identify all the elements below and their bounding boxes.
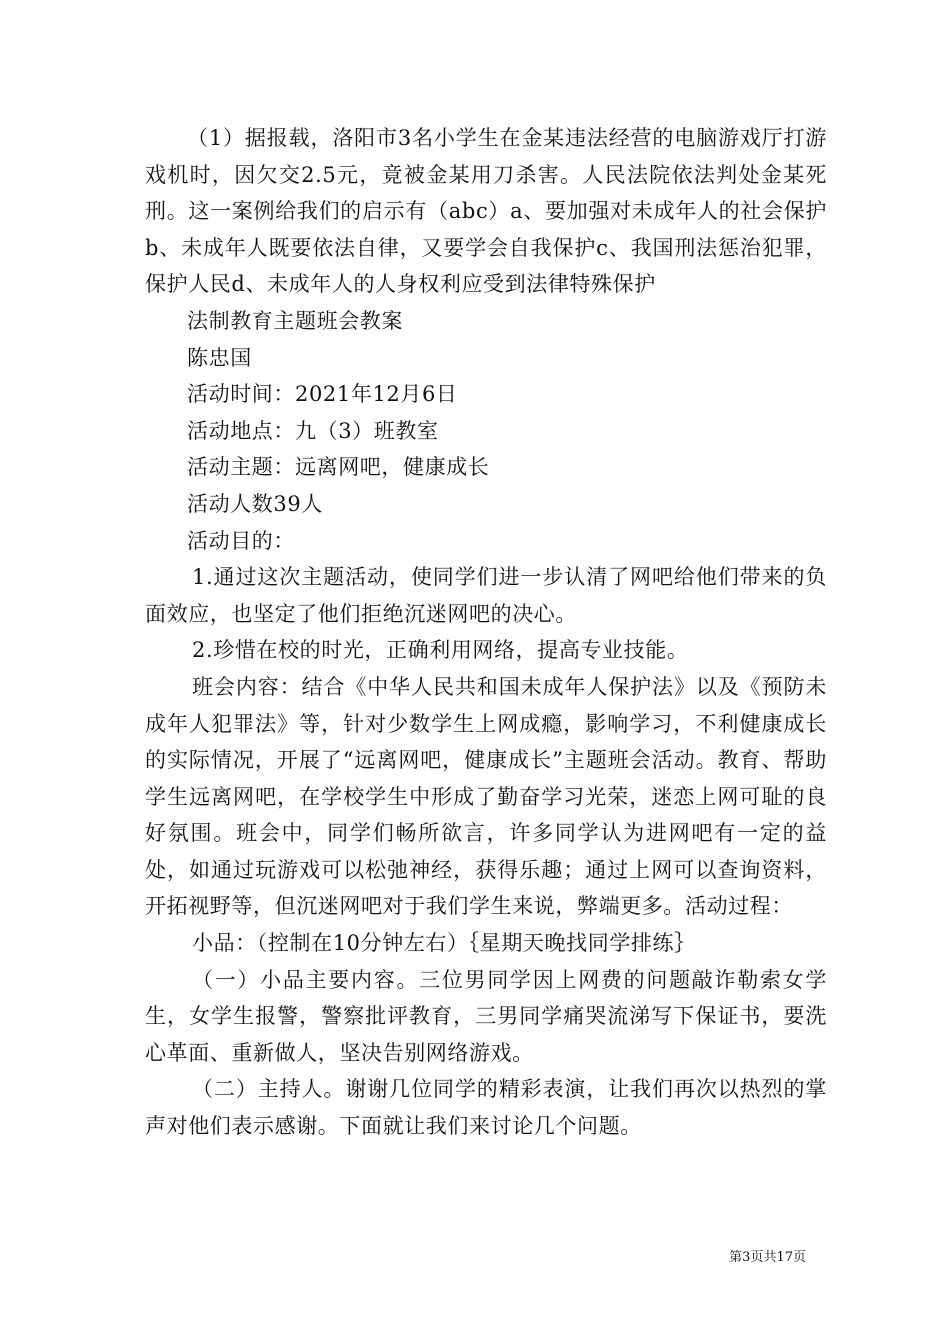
activity-headcount: 活动人数39人 (187, 491, 323, 516)
skit-plan: 小品：（控制在10分钟左右）｛星期天晚找同学排练｝ (192, 931, 696, 956)
paragraph-case-example: （1）据报载，洛阳市3名小学生在金某违法经营的电脑游戏厅打游戏机时，因欠交2.5元，竟被金某用刀杀害。人民法院依法判处金某死刑。这一案例给我们的启示有（abc）a、要加强对未成年人的社会保护b、未成年人既要依法自律，又要学会自我保护c、我国刑法惩治犯罪，保护人民d、未成年人的人身权利应受到法律特殊保护 (145, 126, 827, 297)
document-body (145, 120, 827, 1145)
author-name: 陈忠国 (187, 345, 252, 370)
section-skit-content: （一）小品主要内容。三位男同学因上网费的问题敲诈勒索女学生，女学生报警，警察批评教育，三男同学痛哭流涕写下保证书，要洗心革面、重新做人，坚决告别网络游戏。 (145, 967, 827, 1065)
page-number-footer: 第3页共17页 (729, 1250, 806, 1265)
lesson-plan-title: 法制教育主题班会教案 (187, 308, 403, 333)
purpose-item-1: 1.通过这次主题活动，使同学们进一步认清了网吧给他们带来的负面效应，也坚定了他们拒绝沉迷网吧的决心。 (145, 565, 827, 626)
activity-time: 活动时间：2021年12月6日 (187, 382, 458, 407)
activity-purpose-heading: 活动目的： (187, 528, 295, 553)
activity-location: 活动地点：九（3）班教室 (187, 418, 439, 443)
section-host: （二）主持人。谢谢几位同学的精彩表演，让我们再次以热烈的掌声对他们表示感谢。下面就让我们来讨论几个问题。 (145, 1077, 827, 1139)
purpose-item-2: 2.珍惜在校的时光，正确利用网络，提高专业技能。 (192, 638, 689, 663)
activity-theme: 活动主题：远离网吧，健康成长 (187, 455, 490, 480)
class-meeting-content: 班会内容：结合《中华人民共和国未成年人保护法》以及《预防未成年人犯罪法》等，针对少数学生上网成瘾，影响学习，不利健康成长的实际情况，开展了“远离网吧，健康成长”主题班会活动。教育、帮助学生远离网吧，在学校学生中形成了勤奋学习光荣，迷恋上网可耻的良好氛围。班会中，同学们畅所欲言，许多同学认为进网吧有一定的益处，如通过玩游戏可以松弛神经，获得乐趣；通过上网可以查询资料，开拓视野等，但沉迷网吧对于我们学生来说，弊端更多。活动过程： (145, 674, 827, 919)
